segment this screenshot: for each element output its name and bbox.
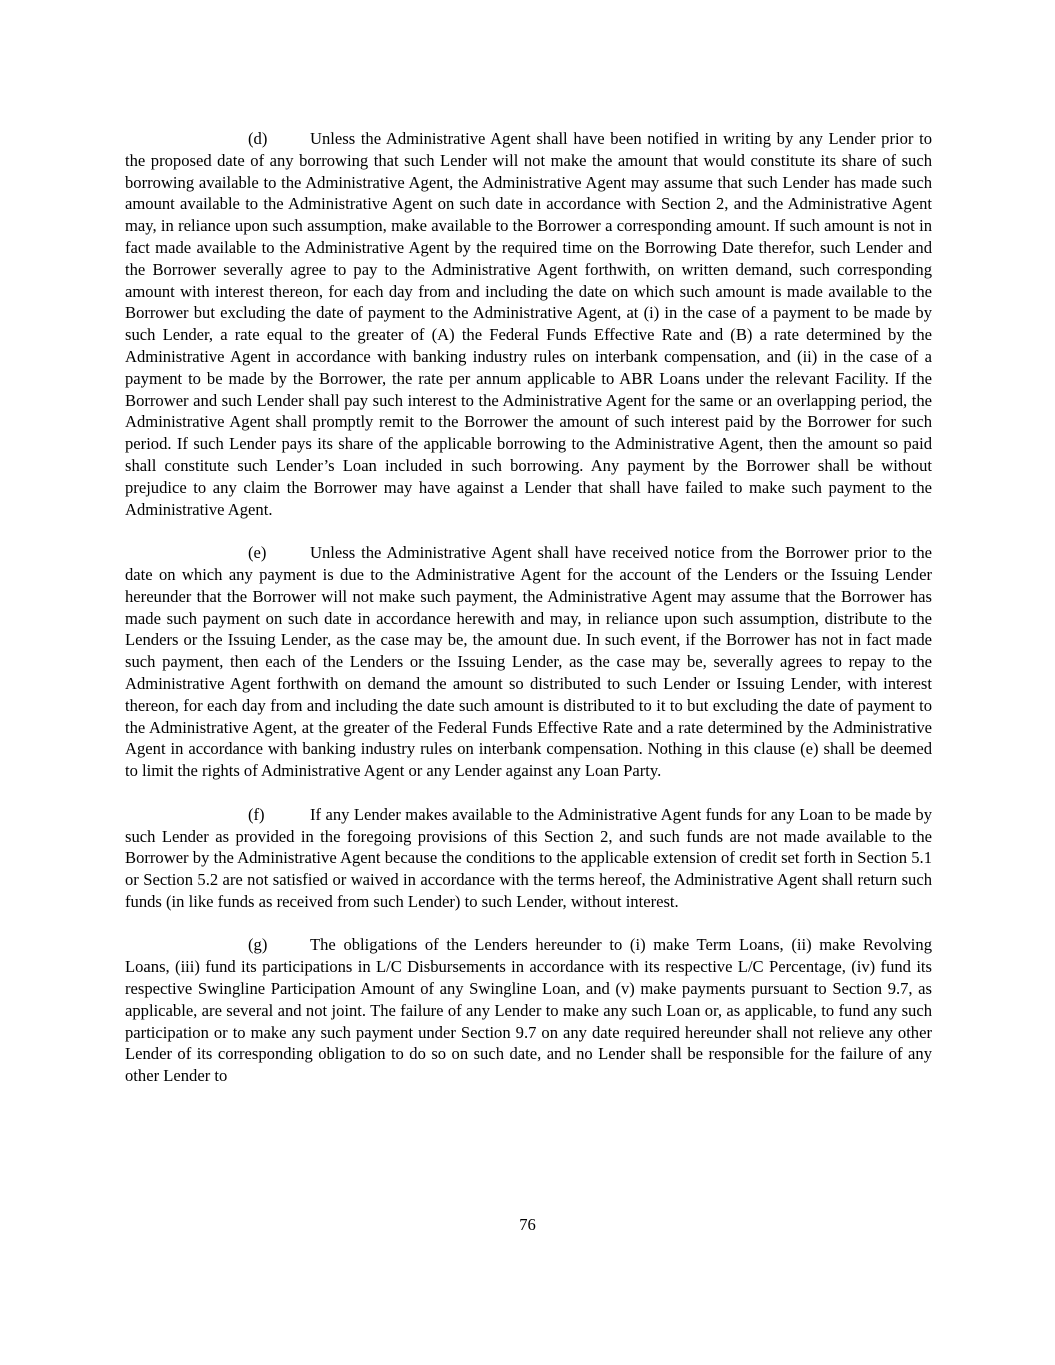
- paragraph-marker: (f): [248, 804, 265, 824]
- paragraph-marker: (g): [248, 935, 268, 955]
- paragraph-g: [125, 934, 932, 1087]
- page-number: 76: [519, 1215, 536, 1234]
- paragraph-marker: (d): [248, 129, 268, 148]
- paragraph-e: [125, 542, 932, 782]
- paragraph-text: The obligations of the Lenders hereunder to (i) make Term Loans, (ii) make Revolving Loans, (iii) fund its participations in L/C Disbursements in accordance with its respective L/C Percentage, (iv) fund its respective Swingline Participation Amount of any Swingline Loan, and (v) make payments pursuant to Section 9.7, as applicable, are several and not joint. The failure of any Lender to make any such Loan or, as applicable, to fund any such participation or to make any such payment under Section 9.7 on any date required hereunder shall not relieve any other Lender of its corresponding obligation to do so on such date, and no Lender shall be responsible for the failure of any other Lender to: [125, 935, 932, 1086]
- paragraph-text: Unless the Administrative Agent shall have received notice from the Borrower prior to the date on which any payment is due to the Administrative Agent for the account of the Lenders or the Issuing Lender hereunder that the Borrower will not make such payment, the Administrative Agent may assume that the Borrower has made such payment on such date in accordance herewith and may, in reliance upon such assumption, distribute to the Lenders or the Issuing Lender, as the case may be, the amount due. In such event, if the Borrower has not in fact made such payment, then each of the Lenders or the Issuing Lender, as the case may be, severally agrees to repay to the Administrative Agent forthwith on demand the amount so distributed to such Lender or Issuing Lender, with interest thereon, for each day from and including the date such amount is distributed to it to but excluding the date of payment to the Administrative Agent, at the greater of the Federal Funds Effective Rate and a rate determined by the Administrative Agent in accordance with banking industry rules on interbank compensation. Nothing in this clause (e) shall be deemed to limit the rights of Administrative Agent or any Lender against any Loan Party.: [125, 543, 932, 781]
- paragraph-f: [125, 804, 932, 913]
- paragraph-text: If any Lender makes available to the Administrative Agent funds for any Loan to be made by such Lender as provided in the foregoing provisions of this Section 2, and such funds are not made available to the Borrower by the Administrative Agent because the conditions to the applicable extension of credit set forth in Section 5.1 or Section 5.2 are not satisfied or waived in accordance with the terms hereof, the Administrative Agent shall return such funds (in like funds as received from such Lender) to such Lender, without interest.: [125, 804, 932, 911]
- document-body: [125, 128, 932, 1087]
- paragraph-d: [125, 128, 932, 520]
- paragraph-marker: (e): [248, 543, 267, 563]
- paragraph-text: Unless the Administrative Agent shall have been notified in writing by any Lender prior to the proposed date of any borrowing that such Lender will not make the amount that would constitute its share of such borrowing available to the Administrative Agent, the Administrative Agent may assume that such Lender has made such amount available to the Administrative Agent on such date in accordance with Section 2, and the Administrative Agent may, in reliance upon such assumption, make available to the Borrower a corresponding amount. If such amount is not in fact made available to the Administrative Agent by the required time on the Borrowing Date therefor, such Lender and the Borrower severally agree to pay to the Administrative Agent forthwith, on written demand, such corresponding amount with interest thereon, for each day from and including the date on which such amount is made available to the Borrower but excluding the date of payment to the Administrative Agent, at (i) in the case of a payment to be made by such Lender, a rate equal to the greater of (A) the Federal Funds Effective Rate and (B) a rate determined by the Administrative Agent in accordance with banking industry rules on interbank compensation, and (ii) in the case of a payment to be made by the Borrower, the rate per annum applicable to ABR Loans under the relevant Facility. If the Borrower and such Lender shall pay such interest to the Administrative Agent for the same or an overlapping period, the Administrative Agent shall promptly remit to the Borrower the amount of such interest paid by the Borrower for such period. If such Lender pays its share of the applicable borrowing to the Administrative Agent, then the amount so paid shall constitute such Lender’s Loan included in such borrowing. Any payment by the Borrower shall be without prejudice to any claim the Borrower may have against a Lender that shall have failed to make such payment to the Administrative Agent.: [125, 129, 932, 519]
